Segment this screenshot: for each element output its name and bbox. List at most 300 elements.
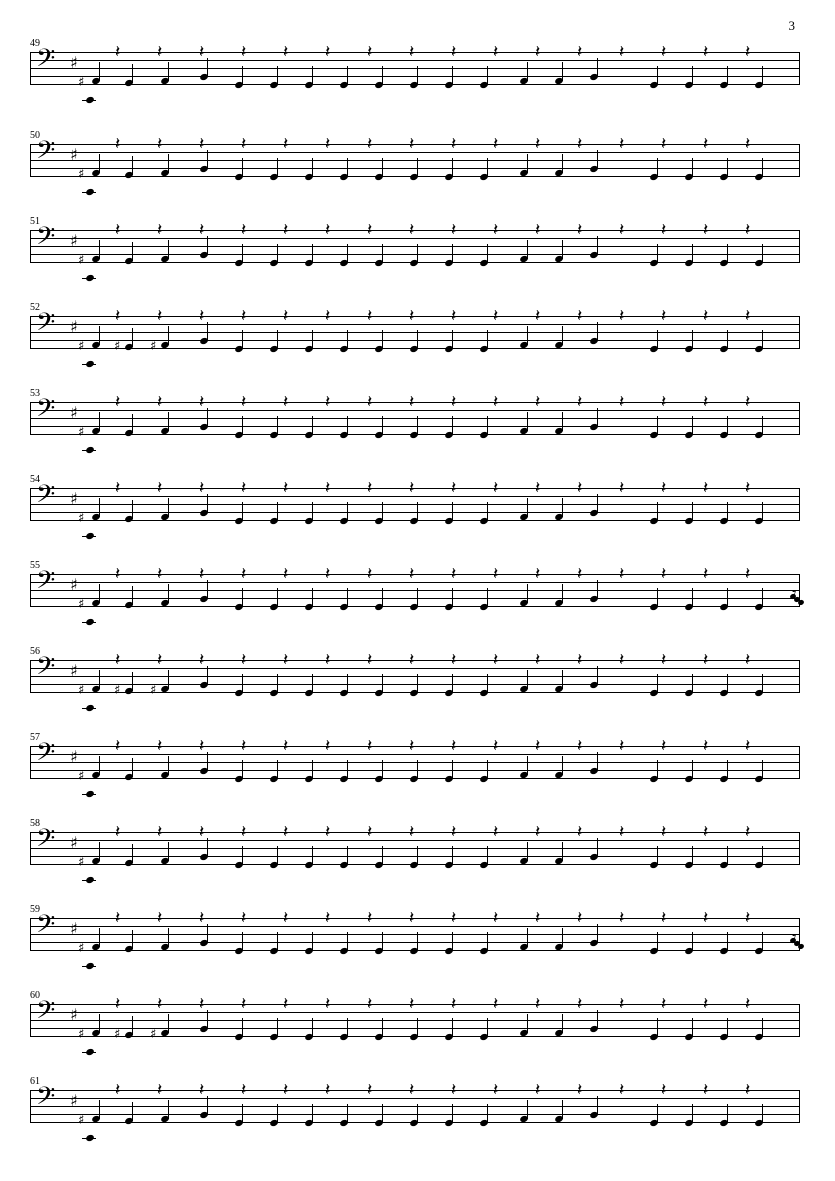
staff-line: [30, 1012, 800, 1013]
barline-start: [30, 402, 31, 435]
quarter-rest: 𝄽: [199, 736, 205, 756]
bass-clef-icon: 𝄢: [36, 44, 56, 79]
measure-number: 57: [30, 732, 40, 743]
staff-line: [30, 410, 800, 411]
quarter-rest: 𝄽: [577, 478, 583, 498]
quarter-rest: 𝄽: [283, 650, 289, 670]
note-stem: [657, 244, 658, 263]
note-stem: [207, 666, 208, 685]
quarter-rest: 𝄽: [703, 1080, 709, 1100]
staff-line: [30, 598, 800, 599]
staff-line: [30, 496, 800, 497]
quarter-rest: 𝄽: [661, 392, 667, 412]
note-stem: [562, 842, 563, 861]
quarter-rest: 𝄽: [703, 478, 709, 498]
note-stem: [207, 322, 208, 341]
quarter-rest: 𝄽: [241, 42, 247, 62]
note-stem: [382, 674, 383, 693]
quarter-rest: 𝄽: [367, 650, 373, 670]
sharp-accidental-icon: ♯: [114, 683, 121, 698]
quarter-rest: 𝄽: [493, 42, 499, 62]
quarter-rest: 𝄽: [703, 650, 709, 670]
note-stem: [277, 502, 278, 521]
staff-system: [30, 130, 800, 216]
note-stem: [487, 846, 488, 865]
note-stem: [99, 326, 100, 345]
note-stem: [417, 502, 418, 521]
quarter-rest: 𝄽: [451, 908, 457, 928]
quarter-rest: 𝄽: [703, 908, 709, 928]
quarter-rest: 𝄽: [115, 1080, 121, 1100]
note-stem: [242, 1018, 243, 1037]
staff-system: [30, 38, 800, 124]
quarter-rest: 𝄽: [703, 564, 709, 584]
quarter-rest: 𝄽: [199, 42, 205, 62]
note-stem: [312, 66, 313, 85]
quarter-rest: 𝄽: [493, 822, 499, 842]
note-stem: [312, 674, 313, 693]
quarter-rest: 𝄽: [367, 736, 373, 756]
staff-line: [30, 856, 800, 857]
note-stem: [132, 64, 133, 83]
quarter-rest: 𝄽: [325, 392, 331, 412]
note-stem: [657, 674, 658, 693]
quarter-rest: 𝄽: [115, 220, 121, 240]
staff-line: [30, 52, 800, 53]
bass-clef-icon: 𝄢: [36, 1082, 56, 1117]
quarter-rest: 𝄽: [535, 1080, 541, 1100]
note-stem: [657, 760, 658, 779]
quarter-rest: 𝄽: [409, 392, 415, 412]
quarter-rest: 𝄽: [451, 42, 457, 62]
note-stem: [382, 932, 383, 951]
note-stem: [207, 494, 208, 513]
quarter-rest: 𝄽: [535, 736, 541, 756]
ledger-line: [82, 794, 96, 795]
staff-line: [30, 762, 800, 763]
quarter-rest: 𝄽: [703, 134, 709, 154]
sharp-accidental-icon: ♯: [78, 511, 85, 526]
quarter-rest: 𝄽: [451, 392, 457, 412]
note-stem: [312, 502, 313, 521]
ledger-line: [82, 450, 96, 451]
barline-start: [30, 574, 31, 607]
quarter-rest: 𝄽: [367, 478, 373, 498]
quarter-rest: 𝄽: [157, 220, 163, 240]
note-stem: [312, 1018, 313, 1037]
measure-number: 58: [30, 818, 40, 829]
quarter-rest: 𝄽: [577, 908, 583, 928]
note-stem: [487, 760, 488, 779]
quarter-rest: 𝄽: [409, 1080, 415, 1100]
quarter-rest: 𝄽: [241, 650, 247, 670]
barline-end: [799, 832, 800, 865]
measure-number: 51: [30, 216, 40, 227]
staff-line: [30, 168, 800, 169]
quarter-rest: 𝄽: [409, 478, 415, 498]
measure-number: 56: [30, 646, 40, 657]
note-stem: [207, 1096, 208, 1115]
staff-line: [30, 1090, 800, 1091]
note-stem: [452, 588, 453, 607]
note-stem: [762, 588, 763, 607]
quarter-rest: 𝄽: [703, 306, 709, 326]
quarter-rest: 𝄽: [619, 478, 625, 498]
quarter-rest: 𝄽: [577, 306, 583, 326]
staff-lines: [30, 832, 800, 865]
quarter-rest: 𝄽: [493, 392, 499, 412]
note-stem: [417, 244, 418, 263]
note-stem: [168, 1014, 169, 1033]
note-stem: [487, 66, 488, 85]
note-stem: [382, 846, 383, 865]
barline-end: [799, 402, 800, 435]
note-stem: [417, 158, 418, 177]
barline-start: [30, 1090, 31, 1123]
staff-system: [30, 818, 800, 904]
note-stem: [132, 500, 133, 519]
quarter-rest: 𝄽: [535, 908, 541, 928]
staff-line: [30, 684, 800, 685]
quarter-rest: 𝄽: [619, 736, 625, 756]
barline-start: [30, 230, 31, 263]
ledger-line: [82, 536, 96, 537]
sharp-accidental-icon: ♯: [78, 855, 85, 870]
quarter-rest: 𝄽: [115, 650, 121, 670]
note-stem: [207, 752, 208, 771]
quarter-rest: 𝄽: [367, 220, 373, 240]
quarter-rest: 𝄽: [241, 134, 247, 154]
note-stem: [597, 58, 598, 77]
quarter-rest: 𝄽: [409, 822, 415, 842]
note-stem: [727, 932, 728, 951]
barline-end: [799, 746, 800, 779]
note-stem: [207, 150, 208, 169]
quarter-rest: 𝄽: [451, 134, 457, 154]
note-stem: [168, 842, 169, 861]
note-stem: [562, 326, 563, 345]
note-stem: [382, 416, 383, 435]
note-stem: [417, 674, 418, 693]
quarter-rest: 𝄽: [157, 392, 163, 412]
note-stem: [692, 330, 693, 349]
quarter-rest: 𝄽: [115, 994, 121, 1014]
note-stem: [597, 322, 598, 341]
key-signature-sharp-icon: ♯: [70, 145, 78, 164]
staff-system: [30, 388, 800, 474]
quarter-rest: 𝄽: [283, 822, 289, 842]
note-stem: [727, 760, 728, 779]
quarter-rest: 𝄽: [367, 822, 373, 842]
quarter-rest: 𝄽: [703, 822, 709, 842]
note-stem: [382, 502, 383, 521]
quarter-rest: 𝄽: [157, 478, 163, 498]
staff-line: [30, 832, 800, 833]
note-stem: [657, 330, 658, 349]
note-stem: [692, 932, 693, 951]
note-stem: [242, 330, 243, 349]
note-stem: [692, 502, 693, 521]
note-stem: [132, 758, 133, 777]
staff-line: [30, 848, 800, 849]
quarter-rest: 𝄽: [241, 478, 247, 498]
staff-system: [30, 646, 800, 732]
staff-lines: [30, 144, 800, 177]
staff-line: [30, 676, 800, 677]
quarter-rest: 𝄽: [493, 1080, 499, 1100]
note-stem: [452, 330, 453, 349]
note-stem: [452, 244, 453, 263]
quarter-rest: 𝄽: [199, 134, 205, 154]
quarter-rest: 𝄽: [661, 822, 667, 842]
staff-line: [30, 574, 800, 575]
quarter-rest: 𝄽: [577, 736, 583, 756]
staff-lines: [30, 660, 800, 693]
quarter-rest: 𝄽: [451, 822, 457, 842]
key-signature-sharp-icon: ♯: [70, 1091, 78, 1110]
note-stem: [657, 502, 658, 521]
note-stem: [168, 756, 169, 775]
sharp-accidental-icon: ♯: [150, 339, 157, 354]
barline-end: [799, 230, 800, 263]
staff-line: [30, 746, 800, 747]
note-stem: [417, 416, 418, 435]
quarter-rest: 𝄽: [325, 994, 331, 1014]
bass-clef-icon: 𝄢: [36, 222, 56, 257]
quarter-rest: 𝄽: [283, 220, 289, 240]
quarter-rest: 𝄽: [241, 306, 247, 326]
note-stem: [242, 1104, 243, 1123]
quarter-rest: 𝄽: [493, 650, 499, 670]
note-stem: [168, 670, 169, 689]
quarter-rest: 𝄽: [409, 564, 415, 584]
key-signature-sharp-icon: ♯: [70, 661, 78, 680]
note-stem: [452, 66, 453, 85]
note-stem: [692, 158, 693, 177]
key-signature-sharp-icon: ♯: [70, 53, 78, 72]
quarter-rest: 𝄽: [241, 908, 247, 928]
note-stem: [277, 66, 278, 85]
quarter-rest: 𝄽: [661, 134, 667, 154]
key-signature-sharp-icon: ♯: [70, 403, 78, 422]
quarter-rest: 𝄽: [619, 564, 625, 584]
barline-start: [30, 746, 31, 779]
note-stem: [168, 584, 169, 603]
note-stem: [347, 158, 348, 177]
quarter-rest: 𝄽: [283, 994, 289, 1014]
note-stem: [527, 240, 528, 259]
note-stem: [347, 1018, 348, 1037]
note-stem: [99, 240, 100, 259]
quarter-rest: 𝄽: [745, 822, 751, 842]
note-stem: [417, 932, 418, 951]
note-stem: [657, 846, 658, 865]
key-signature-sharp-icon: ♯: [70, 575, 78, 594]
staff-line: [30, 152, 800, 153]
note-stem: [527, 412, 528, 431]
note-stem: [762, 502, 763, 521]
staff-line: [30, 418, 800, 419]
measure-number: 55: [30, 560, 40, 571]
staff-lines: [30, 52, 800, 85]
note-stem: [487, 244, 488, 263]
sharp-accidental-icon: ♯: [78, 941, 85, 956]
note-stem: [168, 240, 169, 259]
note-stem: [132, 930, 133, 949]
note-stem: [597, 752, 598, 771]
note-stem: [692, 1104, 693, 1123]
note-stem: [132, 242, 133, 261]
note-stem: [597, 580, 598, 599]
note-stem: [727, 846, 728, 865]
note-stem: [692, 674, 693, 693]
note-stem: [487, 1018, 488, 1037]
note-stem: [562, 240, 563, 259]
note-stem: [727, 1018, 728, 1037]
note-stem: [527, 1100, 528, 1119]
note-stem: [597, 924, 598, 943]
quarter-rest: 𝄽: [619, 908, 625, 928]
quarter-rest: 𝄽: [703, 994, 709, 1014]
barline-start: [30, 918, 31, 951]
quarter-rest: 𝄽: [409, 908, 415, 928]
quarter-rest: 𝄽: [325, 564, 331, 584]
staff-line: [30, 426, 800, 427]
staff-line: [30, 488, 800, 489]
note-stem: [657, 158, 658, 177]
quarter-rest: 𝄽: [157, 134, 163, 154]
sharp-accidental-icon: ♯: [150, 683, 157, 698]
quarter-rest: 𝄽: [283, 736, 289, 756]
quarter-rest: 𝄽: [115, 478, 121, 498]
note-stem: [347, 760, 348, 779]
note-stem: [99, 498, 100, 517]
quarter-rest: 𝄽: [493, 478, 499, 498]
bass-clef-icon: 𝄢: [36, 996, 56, 1031]
note-stem: [242, 244, 243, 263]
quarter-rest: 𝄽: [367, 392, 373, 412]
quarter-rest: 𝄽: [451, 478, 457, 498]
quarter-rest: 𝄽: [157, 564, 163, 584]
staff-line: [30, 660, 800, 661]
ledger-line: [82, 966, 96, 967]
quarter-rest: 𝄽: [577, 392, 583, 412]
quarter-rest: 𝄽: [283, 134, 289, 154]
quarter-rest: 𝄽: [703, 220, 709, 240]
note-stem: [99, 670, 100, 689]
note-stem: [347, 330, 348, 349]
note-stem: [527, 326, 528, 345]
note-stem: [657, 1104, 658, 1123]
bass-clef-icon: 𝄢: [36, 394, 56, 429]
staff-line: [30, 770, 800, 771]
quarter-rest: 𝄽: [619, 42, 625, 62]
note-stem: [168, 498, 169, 517]
staff-line: [30, 238, 800, 239]
quarter-rest: 𝄽: [451, 650, 457, 670]
quarter-rest: 𝄽: [409, 306, 415, 326]
note-stem: [562, 498, 563, 517]
quarter-rest: 𝄽: [325, 220, 331, 240]
quarter-rest: 𝄽: [241, 994, 247, 1014]
note-stem: [312, 846, 313, 865]
quarter-rest: 𝄽: [577, 134, 583, 154]
quarter-rest: 𝄽: [577, 42, 583, 62]
bass-clef-icon: 𝄢: [36, 136, 56, 171]
note-stem: [132, 414, 133, 433]
quarter-rest: 𝄽: [241, 736, 247, 756]
quarter-rest: 𝄽: [619, 306, 625, 326]
staff-line: [30, 1106, 800, 1107]
note-stem: [312, 760, 313, 779]
note-stem: [312, 244, 313, 263]
note-stem: [762, 1104, 763, 1123]
quarter-rest: 𝄽: [157, 42, 163, 62]
quarter-rest: 𝄽: [451, 306, 457, 326]
note-stem: [527, 584, 528, 603]
note-stem: [692, 1018, 693, 1037]
note-stem: [527, 154, 528, 173]
note-stem: [762, 1018, 763, 1037]
quarter-rest: 𝄽: [115, 134, 121, 154]
sharp-accidental-icon: ♯: [114, 339, 121, 354]
note-stem: [312, 330, 313, 349]
note-stem: [527, 842, 528, 861]
ledger-line: [82, 192, 96, 193]
bass-clef-icon: 𝄢: [36, 824, 56, 859]
bass-clef-icon: 𝄢: [36, 910, 56, 945]
note-stem: [99, 62, 100, 81]
quarter-rest: 𝄽: [619, 994, 625, 1014]
note-stem: [452, 1104, 453, 1123]
note-stem: [277, 330, 278, 349]
staff-line: [30, 1020, 800, 1021]
sharp-accidental-icon: ♯: [78, 683, 85, 698]
note-stem: [347, 244, 348, 263]
quarter-rest: 𝄽: [535, 306, 541, 326]
staff-line: [30, 918, 800, 919]
note-stem: [382, 588, 383, 607]
note-stem: [527, 62, 528, 81]
note-stem: [347, 588, 348, 607]
quarter-rest: 𝄽: [493, 134, 499, 154]
measure-number: 54: [30, 474, 40, 485]
note-stem: [312, 588, 313, 607]
ledger-line: [82, 278, 96, 279]
quarter-rest: 𝄽: [367, 1080, 373, 1100]
quarter-rest: 𝄽: [703, 392, 709, 412]
barline-end: [799, 1090, 800, 1123]
quarter-rest: 𝄽: [661, 220, 667, 240]
note-stem: [657, 932, 658, 951]
staff-line: [30, 754, 800, 755]
staff-line: [30, 840, 800, 841]
sharp-accidental-icon: ♯: [114, 1027, 121, 1042]
staff-system: [30, 732, 800, 818]
note-stem: [562, 1100, 563, 1119]
quarter-rest: 𝄽: [409, 994, 415, 1014]
note-stem: [762, 244, 763, 263]
note-stem: [382, 66, 383, 85]
note-stem: [692, 760, 693, 779]
quarter-rest: 𝄽: [241, 220, 247, 240]
barline-start: [30, 488, 31, 521]
note-stem: [527, 498, 528, 517]
note-stem: [597, 1010, 598, 1029]
note-stem: [762, 846, 763, 865]
note-stem: [762, 674, 763, 693]
quarter-rest: 𝄽: [493, 564, 499, 584]
